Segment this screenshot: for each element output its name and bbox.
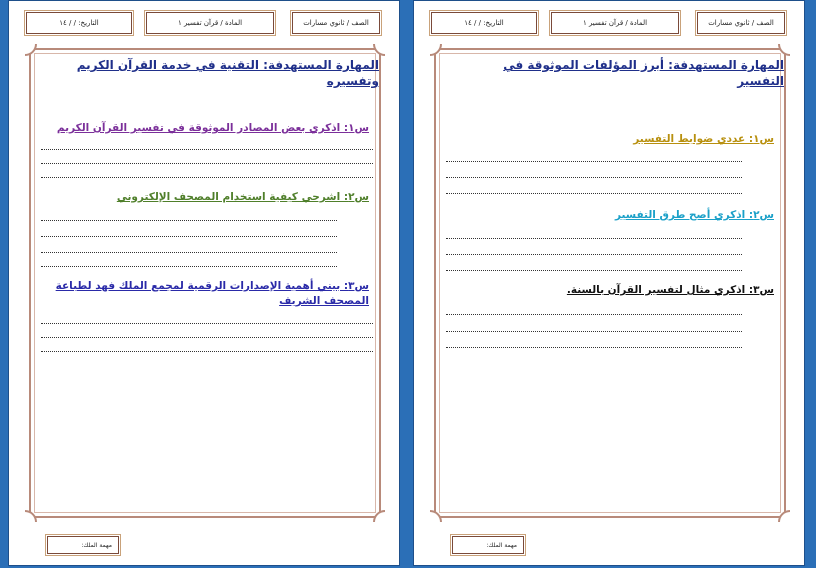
answer-line[interactable] — [446, 254, 742, 255]
footer-stamp: مهمة الملك: — [47, 536, 119, 554]
frame-corner — [25, 510, 37, 522]
worksheet-page-left — [8, 0, 400, 566]
answer-line[interactable] — [41, 163, 373, 164]
grade-box: الصف / ثانوي مسارات — [697, 12, 785, 34]
answer-line[interactable] — [41, 236, 337, 237]
answer-line[interactable] — [41, 220, 337, 221]
answer-line[interactable] — [446, 270, 742, 271]
subject-box: المادة / قرآن تفسير ١ — [146, 12, 274, 34]
frame-corner — [430, 44, 442, 56]
answer-line[interactable] — [446, 161, 742, 162]
question-1: س١: عددي ضوابط التفسير — [633, 133, 774, 145]
answer-line[interactable] — [446, 238, 742, 239]
skill-title: المهارة المستهدفة: أبرز المؤلفات الموثوقة في التفسير — [503, 58, 784, 88]
answer-line[interactable] — [446, 177, 742, 178]
frame-corner — [778, 44, 790, 56]
question-3: س٣: بيني أهمية الإصدارات الرقمية لمجمع الملك فهد لطباعة المصحف الشريف — [55, 280, 369, 307]
footer-stamp: مهمة الملك: — [452, 536, 524, 554]
answer-line[interactable] — [41, 266, 337, 267]
question-2: س٢: اشرحي كيفية استخدام المصحف الإلكتروني — [116, 191, 369, 203]
answer-line[interactable] — [41, 177, 373, 178]
question-1: س١: اذكري بعض المصادر الموثوقة في تفسير القرآن الكريم — [56, 122, 369, 134]
answer-line[interactable] — [446, 193, 742, 194]
answer-line[interactable] — [446, 314, 742, 315]
question-2: س٢: اذكري أصح طرق التفسير — [614, 209, 774, 221]
frame-corner — [25, 44, 37, 56]
answer-line[interactable] — [41, 323, 373, 324]
subject-box: المادة / قرآن تفسير ١ — [551, 12, 679, 34]
frame-corner — [373, 44, 385, 56]
answer-line[interactable] — [446, 347, 742, 348]
answer-line[interactable] — [41, 337, 373, 338]
worksheet-page-right — [413, 0, 805, 566]
answer-line[interactable] — [446, 331, 742, 332]
question-3: س٣: اذكري مثال لتفسير القرآن بالسنة. — [566, 284, 774, 296]
answer-line[interactable] — [41, 149, 373, 150]
frame-corner — [373, 510, 385, 522]
grade-box: الصف / ثانوي مسارات — [292, 12, 380, 34]
answer-line[interactable] — [41, 351, 373, 352]
skill-title: المهارة المستهدفة: التقنية في خدمة القرآن الكريم وتفسيره — [76, 58, 379, 88]
frame-corner — [430, 510, 442, 522]
date-box: التاريخ: / / ١٤ — [431, 12, 537, 34]
date-box: التاريخ: / / ١٤ — [26, 12, 132, 34]
answer-line[interactable] — [41, 252, 337, 253]
frame-corner — [778, 510, 790, 522]
